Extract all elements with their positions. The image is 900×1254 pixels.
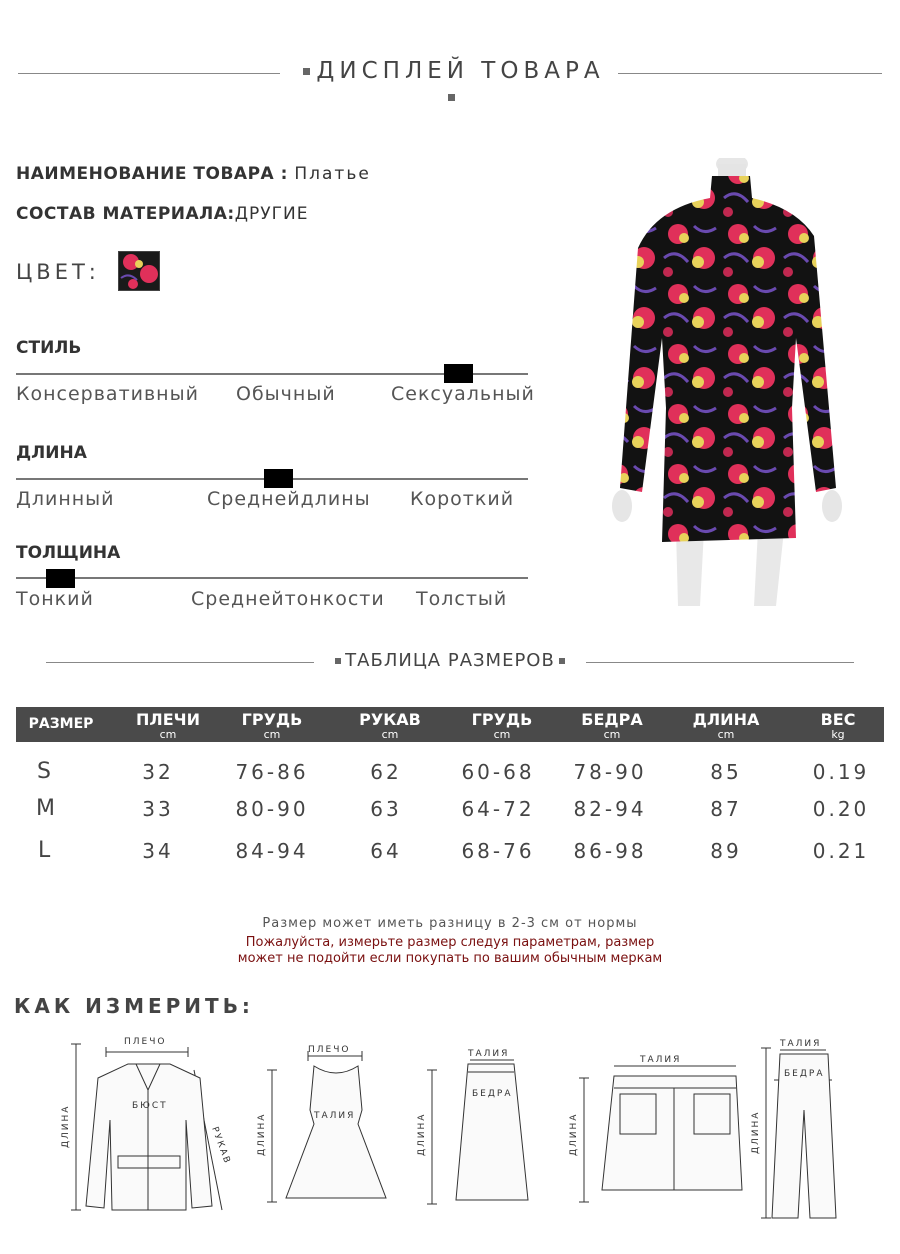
bullet-square bbox=[559, 658, 565, 664]
table-cell: 60-68 bbox=[461, 760, 535, 784]
scale-option: Обычный bbox=[236, 383, 336, 405]
length-dim-label: ДЛИНА bbox=[569, 1112, 579, 1156]
col-header-label: ГРУДЬ bbox=[241, 710, 303, 729]
table-cell: 80-90 bbox=[235, 797, 309, 821]
hips-dim-label: БЕДРА bbox=[472, 1089, 513, 1099]
product-name-value: Платье bbox=[294, 164, 371, 184]
waist-dim-label: ТАЛИЯ bbox=[314, 1111, 356, 1121]
col-header-label: РУКАВ bbox=[359, 710, 421, 729]
col-header-unit: cm bbox=[493, 728, 511, 741]
length-dim-label: ДЛИНА bbox=[751, 1110, 761, 1154]
shoulder-dim-label: ПЛЕЧО bbox=[124, 1037, 167, 1047]
table-cell: 0.19 bbox=[812, 760, 870, 784]
product-name-row bbox=[16, 164, 371, 184]
col-header bbox=[686, 710, 766, 740]
scale-option: Консервативный bbox=[16, 383, 199, 405]
col-header-unit: kg bbox=[831, 728, 845, 741]
col-header-label: ВЕС bbox=[820, 710, 856, 729]
material-row bbox=[16, 204, 308, 224]
color-label: ЦВЕТ: bbox=[16, 260, 100, 284]
thickness-scale-title: ТОЛЩИНА bbox=[16, 543, 121, 563]
table-cell: M bbox=[36, 796, 55, 821]
waist-dim-label: ТАЛИЯ bbox=[780, 1039, 822, 1049]
scale-option: Тонкий bbox=[16, 588, 94, 610]
table-cell: 84-94 bbox=[235, 839, 309, 863]
col-header-label: ГРУДЬ bbox=[471, 710, 533, 729]
hips-dim-label: БЕДРА bbox=[784, 1069, 825, 1079]
thickness-scale-line bbox=[16, 577, 528, 579]
col-header bbox=[572, 710, 652, 740]
col-header bbox=[22, 716, 100, 732]
col-header-label: БЕДРА bbox=[581, 710, 643, 729]
waist-dim-label: ТАЛИЯ bbox=[640, 1055, 682, 1065]
table-cell: 86-98 bbox=[573, 839, 647, 863]
table-cell: 0.20 bbox=[812, 797, 870, 821]
col-header-unit: cm bbox=[381, 728, 399, 741]
col-header-unit: cm bbox=[159, 728, 177, 741]
bust-dim-label: БЮСТ bbox=[132, 1101, 168, 1111]
col-header bbox=[128, 710, 208, 740]
length-dim-label: ДЛИНА bbox=[257, 1112, 267, 1156]
table-cell: 82-94 bbox=[573, 797, 647, 821]
col-header bbox=[232, 710, 312, 740]
table-cell: 32 bbox=[142, 760, 174, 784]
product-image bbox=[600, 158, 860, 608]
table-cell: 33 bbox=[142, 797, 174, 821]
table-cell: 78-90 bbox=[573, 760, 647, 784]
table-cell: 76-86 bbox=[235, 760, 309, 784]
color-swatch[interactable] bbox=[118, 251, 160, 291]
length-dim-label: ДЛИНА bbox=[417, 1112, 427, 1156]
how-to-measure-title: КАК ИЗМЕРИТЬ: bbox=[14, 994, 254, 1018]
table-cell: 63 bbox=[370, 797, 402, 821]
page-title-text: ДИСПЛЕЙ ТОВАРА bbox=[316, 58, 605, 84]
col-header-label: РАЗМЕР bbox=[28, 716, 94, 732]
measure-warning: Пожалуйста, измерьте размер следуя параметрам, размер bbox=[245, 935, 655, 950]
scale-option: Среднейтонкости bbox=[191, 588, 385, 610]
bullet-square bbox=[303, 68, 310, 75]
col-header bbox=[798, 710, 878, 740]
measure-warning: может не подойти если покупать по вашим обычным меркам bbox=[237, 951, 663, 966]
bullet-square bbox=[448, 94, 455, 101]
length-dim-label: ДЛИНА bbox=[61, 1104, 71, 1148]
material-label: СОСТАВ МАТЕРИАЛА: bbox=[16, 204, 235, 224]
table-cell: 62 bbox=[370, 760, 402, 784]
scale-option: Сексуальный bbox=[391, 383, 535, 405]
measure-diagrams-svg bbox=[40, 1030, 880, 1230]
table-cell: L bbox=[38, 838, 51, 863]
col-header-label: ПЛЕЧИ bbox=[136, 710, 200, 729]
table-cell: 64 bbox=[370, 839, 402, 863]
col-header-label: ДЛИНА bbox=[692, 710, 760, 729]
length-scale-title: ДЛИНА bbox=[16, 443, 87, 463]
table-cell: 85 bbox=[710, 760, 742, 784]
col-header bbox=[462, 710, 542, 740]
product-name-label: НАИМЕНОВАНИЕ ТОВАРА : bbox=[16, 164, 288, 184]
bullet-square bbox=[335, 658, 341, 664]
table-cell: S bbox=[37, 759, 51, 784]
scale-option: Длинный bbox=[16, 488, 115, 510]
style-scale-marker bbox=[444, 364, 473, 383]
table-cell: 0.21 bbox=[812, 839, 870, 863]
page-title bbox=[296, 58, 606, 110]
table-cell: 89 bbox=[710, 839, 742, 863]
waist-dim-label: ТАЛИЯ bbox=[468, 1049, 510, 1059]
table-cell: 34 bbox=[142, 839, 174, 863]
thickness-scale-marker bbox=[46, 569, 75, 588]
measure-diagrams bbox=[40, 1030, 880, 1230]
size-table-title-text: ТАБЛИЦА РАЗМЕРОВ bbox=[345, 650, 555, 671]
material-value: ДРУГИЕ bbox=[234, 204, 309, 224]
table-cell: 64-72 bbox=[461, 797, 535, 821]
sleeve-dim-label: РУКАВ bbox=[209, 1125, 233, 1167]
col-header-unit: cm bbox=[263, 728, 281, 741]
size-table-title bbox=[318, 650, 582, 671]
shoulder-dim-label: ПЛЕЧО bbox=[308, 1045, 351, 1055]
scale-option: Толстый bbox=[416, 588, 508, 610]
scale-option: Среднейдлины bbox=[207, 488, 371, 510]
style-scale-title: СТИЛЬ bbox=[16, 338, 82, 358]
scale-option: Короткий bbox=[410, 488, 515, 510]
col-header bbox=[350, 710, 430, 740]
table-cell: 68-76 bbox=[461, 839, 535, 863]
table-header bbox=[16, 707, 884, 742]
table-cell: 87 bbox=[710, 797, 742, 821]
length-scale-marker bbox=[264, 469, 293, 488]
col-header-unit: cm bbox=[717, 728, 735, 741]
size-note: Размер может иметь разницу в 2-3 см от нормы bbox=[262, 916, 638, 931]
swatch-pattern bbox=[119, 252, 160, 291]
col-header-unit: cm bbox=[603, 728, 621, 741]
